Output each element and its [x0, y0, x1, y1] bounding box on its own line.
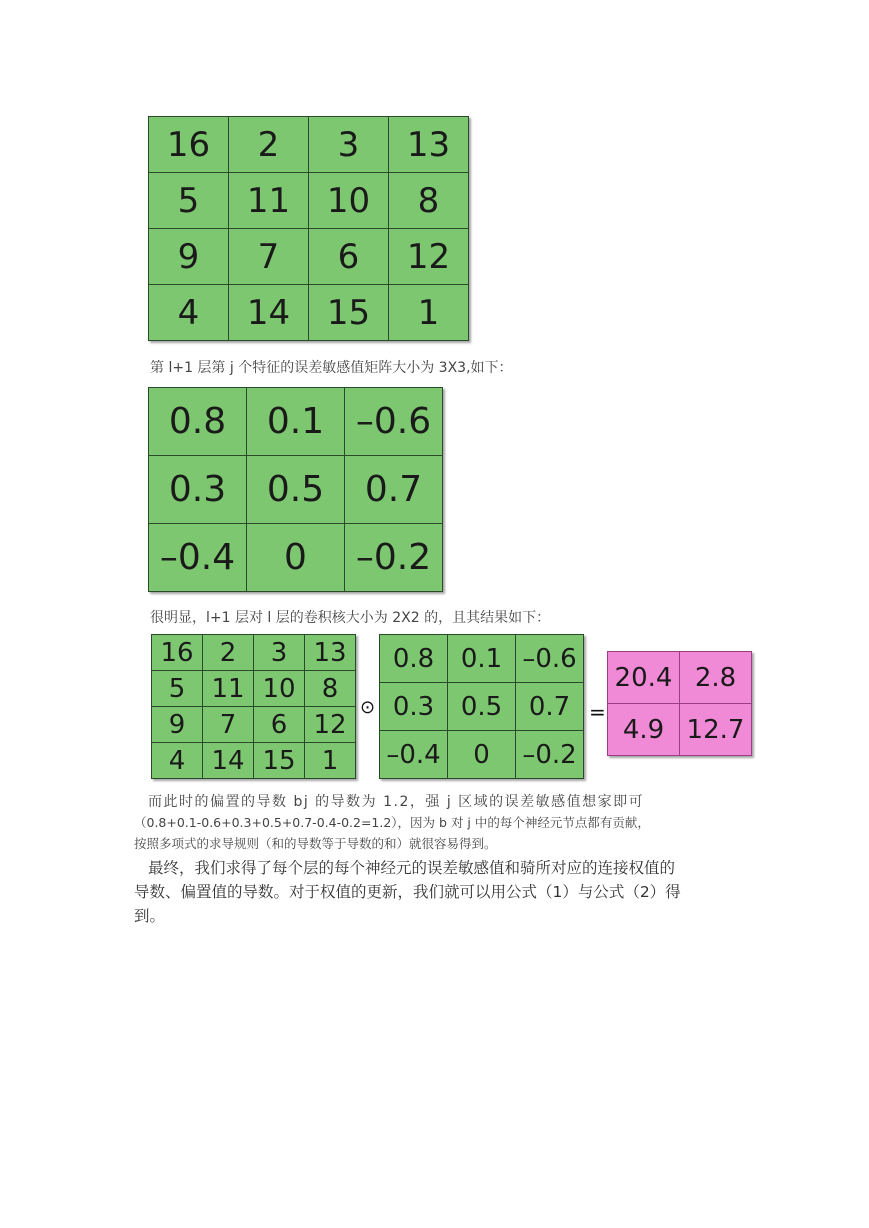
equals-sign: =	[589, 700, 606, 724]
matrix-cell: 3	[254, 635, 305, 671]
matrix-row	[149, 229, 469, 285]
bias-paragraph-line-2: （0.8+0.1-0.6+0.3+0.5+0.7-0.4-0.2=1.2），因为 b 对 j 中的每个神经元节点都有贡献，	[134, 815, 650, 830]
matrix-cell: 7	[229, 229, 309, 285]
matrix-cell: 8	[389, 173, 469, 229]
matrix-cell: 2.8	[680, 652, 752, 704]
bias-paragraph-line-3: 按照多项式的求导规则（和的导数等于导数的和）就很容易得到。	[134, 836, 497, 851]
equation-input-matrix	[151, 634, 356, 779]
hadamard-operator: ⊙	[360, 697, 376, 718]
matrix-cell: 0.1	[448, 635, 516, 683]
matrix-row	[152, 707, 356, 743]
matrix-cell: 4	[152, 743, 203, 779]
matrix-cell: 1	[389, 285, 469, 341]
matrix-cell: 0	[448, 731, 516, 779]
matrix-cell: 0.5	[247, 456, 345, 524]
matrix-cell: –0.2	[516, 731, 584, 779]
matrix-row	[152, 635, 356, 671]
matrix-row	[380, 731, 584, 779]
matrix-cell: 11	[203, 671, 254, 707]
matrix-cell: 0.8	[380, 635, 448, 683]
equation-result-matrix	[607, 651, 752, 756]
matrix-cell: 0	[247, 524, 345, 592]
matrix-cell: 5	[149, 173, 229, 229]
matrix-cell: 4	[149, 285, 229, 341]
matrix-cell: 10	[309, 173, 389, 229]
final-paragraph-line-2: 导数、偏置值的导数。对于权值的更新，我们就可以用公式（1）与公式（2）得	[134, 883, 681, 901]
matrix-cell: 16	[152, 635, 203, 671]
matrix-cell: –0.4	[380, 731, 448, 779]
matrix-cell: 3	[309, 117, 389, 173]
matrix-row	[149, 173, 469, 229]
matrix-row	[608, 652, 752, 704]
matrix-cell: 9	[152, 707, 203, 743]
matrix-cell: 15	[254, 743, 305, 779]
matrix-cell: 11	[229, 173, 309, 229]
matrix-cell: 14	[229, 285, 309, 341]
matrix-cell: 12.7	[680, 704, 752, 756]
final-paragraph-line-3: 到。	[134, 907, 166, 925]
matrix-cell: 12	[389, 229, 469, 285]
error-sensitivity-matrix-3x3	[148, 387, 443, 592]
matrix-cell: 14	[203, 743, 254, 779]
matrix-row	[380, 635, 584, 683]
matrix-row	[149, 524, 443, 592]
equation-error-matrix	[379, 634, 584, 779]
matrix-cell: 2	[229, 117, 309, 173]
matrix-cell: 0.3	[149, 456, 247, 524]
matrix-cell: 0.7	[345, 456, 443, 524]
matrix-cell: 20.4	[608, 652, 680, 704]
matrix-cell: 12	[305, 707, 356, 743]
matrix-cell: 15	[309, 285, 389, 341]
matrix-row	[380, 683, 584, 731]
matrix-row	[149, 456, 443, 524]
matrix-row	[608, 704, 752, 756]
bias-paragraph-line-1: 而此时的偏置的导数 bj 的导数为 1.2，强 j 区域的误差敏感值想家即可	[148, 794, 645, 810]
matrix-cell: 0.1	[247, 388, 345, 456]
matrix-cell: 7	[203, 707, 254, 743]
matrix-cell: 16	[149, 117, 229, 173]
kernel-caption: 很明显，l+1 层对 l 层的卷积核大小为 2X2 的，且其结果如下：	[150, 610, 551, 626]
matrix-cell: –0.2	[345, 524, 443, 592]
matrix-cell: 0.8	[149, 388, 247, 456]
matrix-cell: 8	[305, 671, 356, 707]
matrix-cell: 4.9	[608, 704, 680, 756]
matrix-cell: 6	[254, 707, 305, 743]
matrix-cell: 13	[389, 117, 469, 173]
matrix-cell: 10	[254, 671, 305, 707]
matrix-cell: 5	[152, 671, 203, 707]
matrix-row	[152, 671, 356, 707]
error-matrix-caption: 第 l+1 层第 j 个特征的误差敏感值矩阵大小为 3X3,如下：	[150, 360, 513, 376]
matrix-row	[152, 743, 356, 779]
matrix-row	[149, 285, 469, 341]
input-matrix-4x4	[148, 116, 469, 341]
matrix-cell: 2	[203, 635, 254, 671]
matrix-row	[149, 388, 443, 456]
matrix-cell: 13	[305, 635, 356, 671]
matrix-cell: 9	[149, 229, 229, 285]
matrix-cell: –0.6	[345, 388, 443, 456]
matrix-row	[149, 117, 469, 173]
matrix-cell: –0.4	[149, 524, 247, 592]
matrix-cell: 0.7	[516, 683, 584, 731]
matrix-cell: 0.3	[380, 683, 448, 731]
matrix-cell: 1	[305, 743, 356, 779]
matrix-cell: –0.6	[516, 635, 584, 683]
matrix-cell: 0.5	[448, 683, 516, 731]
final-paragraph-line-1: 最终，我们求得了每个层的每个神经元的误差敏感值和骑所对应的连接权值的	[148, 859, 676, 877]
matrix-cell: 6	[309, 229, 389, 285]
